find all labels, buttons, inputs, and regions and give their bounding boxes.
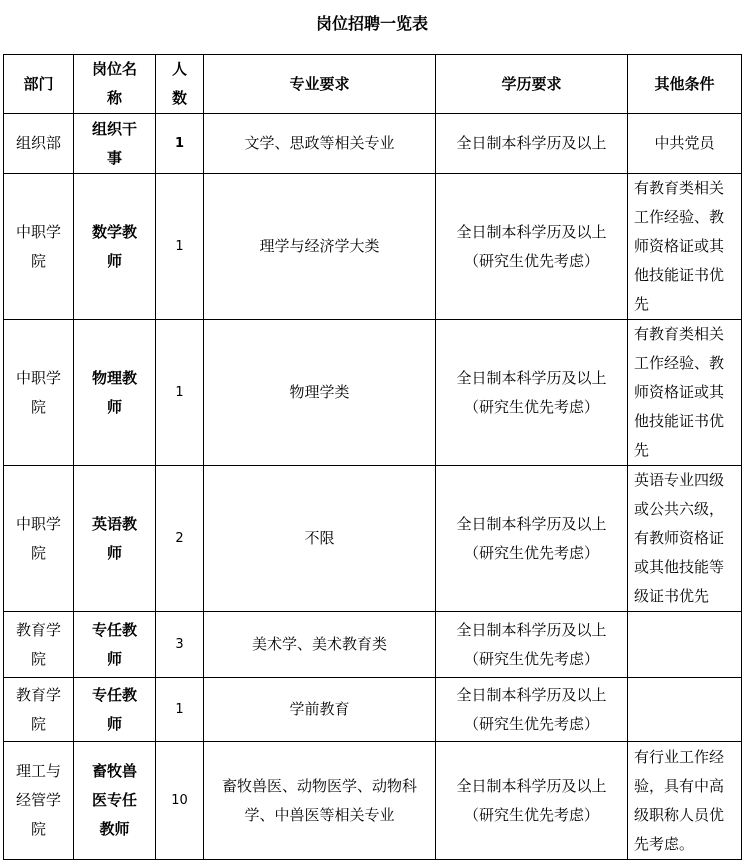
header-position: 岗位名称 [74, 55, 156, 114]
major-cell: 学前教育 [204, 678, 436, 742]
education-cell [436, 174, 628, 320]
education-note: （研究生优先考虑） [463, 805, 599, 824]
other-cell: 有教育类相关工作经验、教师资格证或其他技能证书优先 [628, 174, 742, 320]
education-line: 全日制本科学历及以上 [456, 620, 607, 639]
count-cell: 1 [156, 114, 204, 174]
position-cell: 专任教师 [74, 678, 156, 742]
other-cell: 中共党员 [628, 114, 742, 174]
header-other: 其他条件 [628, 55, 742, 114]
other-cell: 有教育类相关工作经验、教师资格证或其他技能证书优先 [628, 320, 742, 466]
education-cell [436, 612, 628, 678]
dept-cell: 理工与经管学院 [4, 742, 74, 860]
major-cell: 不限 [204, 466, 436, 612]
table-row [4, 114, 742, 174]
recruitment-table [3, 54, 742, 860]
position-cell: 专任教师 [74, 612, 156, 678]
other-cell: 有行业工作经验，具有中高级职称人员优先考虑。 [628, 742, 742, 860]
dept-cell: 组织部 [4, 114, 74, 174]
education-line: 全日制本科学历及以上 [456, 685, 607, 704]
education-note: （研究生优先考虑） [463, 714, 599, 733]
count-cell: 1 [156, 174, 204, 320]
position-cell: 物理教师 [74, 320, 156, 466]
education-cell [436, 742, 628, 860]
table-row [4, 174, 742, 320]
position-cell: 组织干事 [74, 114, 156, 174]
major-cell: 物理学类 [204, 320, 436, 466]
dept-cell: 中职学院 [4, 466, 74, 612]
dept-cell: 教育学院 [4, 678, 74, 742]
table-row [4, 742, 742, 860]
count-cell: 1 [156, 320, 204, 466]
major-cell: 文学、思政等相关专业 [204, 114, 436, 174]
education-cell [436, 678, 628, 742]
table-row [4, 320, 742, 466]
major-cell: 畜牧兽医、动物医学、动物科学、中兽医等相关专业 [204, 742, 436, 860]
count-cell: 3 [156, 612, 204, 678]
education-note: （研究生优先考虑） [463, 251, 599, 270]
education-note: （研究生优先考虑） [463, 397, 599, 416]
dept-cell: 中职学院 [4, 320, 74, 466]
table-row [4, 466, 742, 612]
header-education: 学历要求 [436, 55, 628, 114]
education-note: （研究生优先考虑） [463, 543, 599, 562]
education-line: 全日制本科学历及以上 [456, 134, 607, 152]
header-dept: 部门 [4, 55, 74, 114]
header-major: 专业要求 [204, 55, 436, 114]
other-cell [628, 678, 742, 742]
dept-cell: 教育学院 [4, 612, 74, 678]
dept-cell: 中职学院 [4, 174, 74, 320]
table-row [4, 612, 742, 678]
education-note: （研究生优先考虑） [463, 649, 599, 668]
major-cell: 美术学、美术教育类 [204, 612, 436, 678]
position-cell: 数学教师 [74, 174, 156, 320]
table-row [4, 678, 742, 742]
education-cell [436, 466, 628, 612]
education-cell [436, 320, 628, 466]
position-cell: 英语教师 [74, 466, 156, 612]
page-title: 岗位招聘一览表 [315, 14, 428, 33]
major-cell: 理学与经济学大类 [204, 174, 436, 320]
position-cell: 畜牧兽医专任教师 [74, 742, 156, 860]
table-header-row [4, 55, 742, 114]
education-line: 全日制本科学历及以上 [456, 222, 607, 241]
count-cell: 10 [156, 742, 204, 860]
other-cell: 英语专业四级或公共六级，有教师资格证或其他技能等级证书优先 [628, 466, 742, 612]
education-line: 全日制本科学历及以上 [456, 514, 607, 533]
count-cell: 1 [156, 678, 204, 742]
education-cell [436, 114, 628, 174]
education-line: 全日制本科学历及以上 [456, 776, 607, 795]
count-cell: 2 [156, 466, 204, 612]
header-count: 人数 [156, 55, 204, 114]
education-line: 全日制本科学历及以上 [456, 368, 607, 387]
other-cell [628, 612, 742, 678]
